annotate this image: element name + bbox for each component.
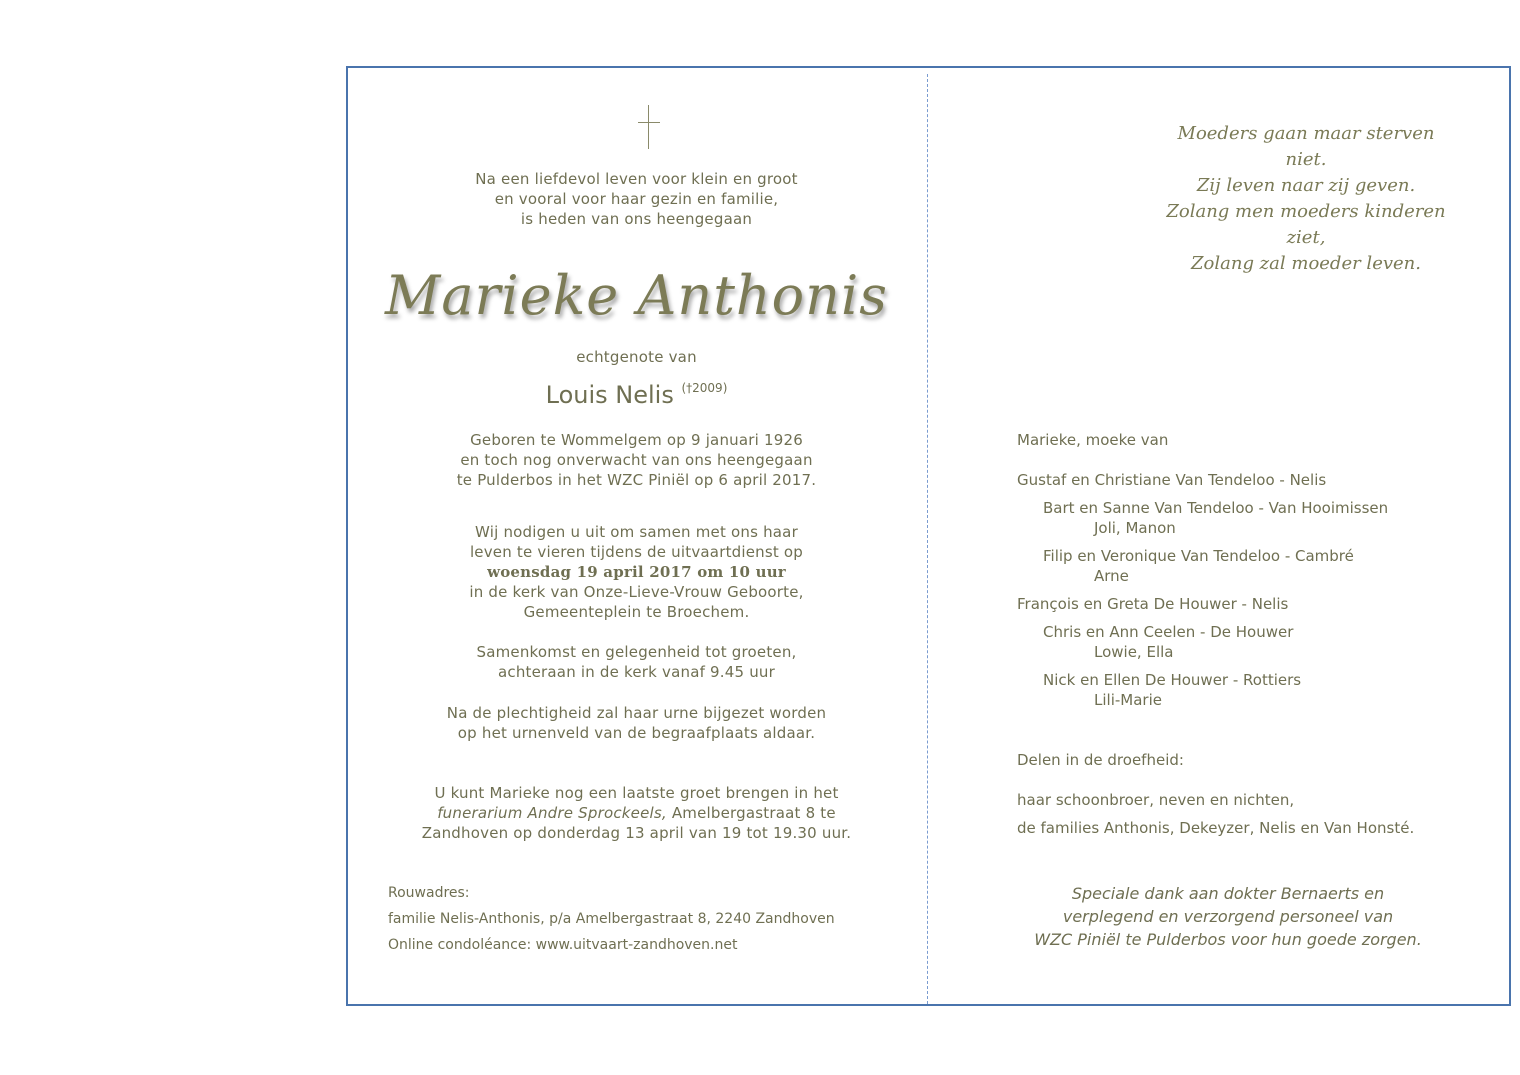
invite-line: leven te vieren tijdens de uitvaartdienst op [469, 543, 804, 561]
birth-line: Geboren te Wommelgem op 9 januari 1926 [470, 431, 803, 449]
grandchildren: Lili-Marie [1094, 691, 1162, 709]
thanks-line: WZC Piniël te Pulderbos voor hun goede zorgen. [1034, 930, 1422, 949]
intro-line: is heden van ons heengegaan [520, 210, 753, 228]
poem-line: Zolang zal moeder leven. [1191, 253, 1421, 274]
spouse-note: (†2009) [681, 381, 728, 395]
spouse-name: Louis Nelis [545, 381, 674, 409]
family-line: Bart en Sanne Van Tendeloo - Van Hooimissen [1043, 499, 1389, 517]
address-label: Rouwadres: [388, 885, 470, 901]
address-block [388, 880, 908, 958]
gathering-text [346, 642, 927, 682]
urn-line: op het urnenveld van de begraafplaats aldaar. [457, 724, 816, 742]
grandchildren: Arne [1094, 567, 1129, 585]
visit-line: U kunt Marieke nog een laatste groet brengen in het [434, 784, 839, 802]
intro-line: Na een liefdevol leven voor klein en groot [475, 170, 798, 188]
spouse-label: echtgenote van [576, 348, 697, 366]
grief-line: de families Anthonis, Dekeyzer, Nelis en Van Honsté. [1017, 819, 1415, 837]
birth-text [346, 430, 927, 490]
visit-line [346, 803, 927, 823]
left-panel [346, 66, 927, 1006]
online-condolence: Online condoléance: www.uitvaart-zandhoven.net [388, 937, 738, 953]
family-line: François en Greta De Houwer - Nelis [1017, 595, 1289, 613]
thanks-text [1018, 882, 1438, 951]
urn-line: Na de plechtigheid zal haar urne bijgezet worden [446, 704, 827, 722]
invite-line: in de kerk van Onze-Lieve-Vrouw Geboorte, [469, 583, 804, 601]
poem-line: Zij leven naar zij geven. [1196, 175, 1416, 196]
intro-text [346, 169, 927, 229]
grief-line: haar schoonbroer, neven en nichten, [1017, 791, 1295, 809]
invite-line: Gemeenteplein te Broechem. [523, 603, 750, 621]
gathering-line: Samenkomst en gelegenheid tot groeten, [476, 643, 797, 661]
family-intro: Marieke, moeke van [1017, 431, 1169, 449]
poem-line: Moeders gaan maar sterven niet. [1177, 123, 1435, 170]
thanks-line: Speciale dank aan dokter Bernaerts en [1071, 884, 1385, 903]
family-line: Gustaf en Christiane Van Tendeloo - Nelis [1017, 471, 1327, 489]
intro-line: en vooral voor haar gezin en familie, [494, 190, 779, 208]
grandchildren: Lowie, Ella [1094, 643, 1174, 661]
right-panel [928, 66, 1511, 1006]
deceased-name: Marieke Anthonis [385, 264, 888, 327]
thanks-line: verplegend en verzorgend personeel van [1062, 907, 1394, 926]
grandchildren: Joli, Manon [1094, 519, 1176, 537]
visit-text [346, 783, 927, 843]
invite-text [346, 522, 927, 622]
birth-line: te Pulderbos in het WZC Piniël op 6 april 2017. [456, 471, 817, 489]
grief-label: Delen in de droefheid: [1017, 751, 1184, 769]
address-line: familie Nelis-Anthonis, p/a Amelbergastraat 8, 2240 Zandhoven [388, 911, 835, 927]
gathering-line: achteraan in de kerk vanaf 9.45 uur [497, 663, 775, 681]
visit-line: Zandhoven op donderdag 13 april van 19 tot 19.30 uur. [421, 824, 852, 842]
cross-icon [638, 105, 660, 149]
poem [1160, 121, 1452, 277]
poem-line: Zolang men moeders kinderen ziet, [1166, 201, 1446, 248]
birth-line: en toch nog onverwacht van ons heengegaan [460, 451, 813, 469]
invite-line: Wij nodigen u uit om samen met ons haar [475, 523, 798, 541]
service-date: woensdag 19 april 2017 om 10 uur [487, 563, 786, 581]
family-line: Chris en Ann Ceelen - De Houwer [1043, 623, 1294, 641]
spouse-line [346, 381, 927, 409]
urn-text [346, 703, 927, 743]
family-line: Filip en Veronique Van Tendeloo - Cambré [1043, 547, 1354, 565]
family-line: Nick en Ellen De Houwer - Rottiers [1043, 671, 1302, 689]
funeral-home: funerarium Andre Sprockeels, [437, 804, 667, 822]
visit-address: Amelbergastraat 8 te [666, 804, 836, 822]
